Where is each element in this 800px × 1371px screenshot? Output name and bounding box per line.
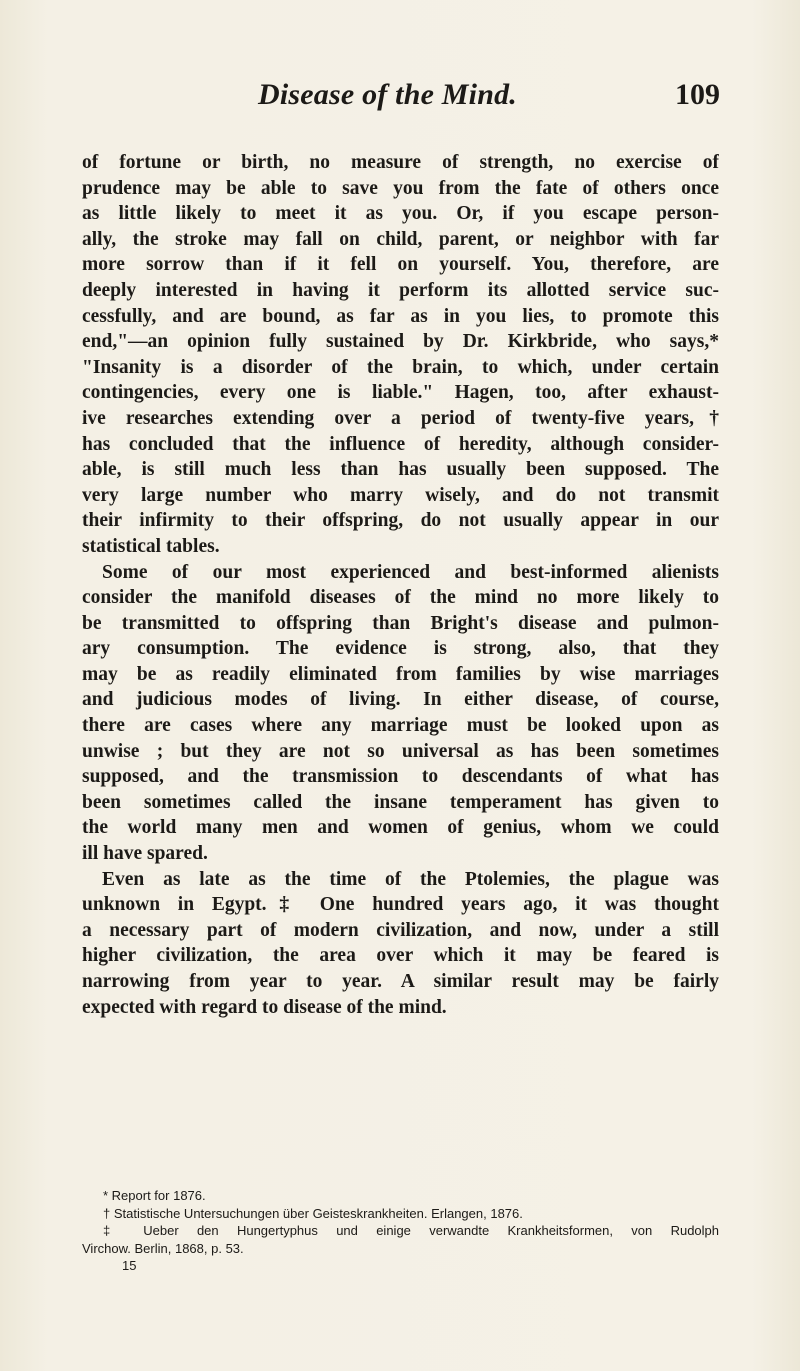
text-line: deeply interested in having it perform its allotted service suc- <box>82 279 719 301</box>
text-line: a necessary part of modern civilization, and now, under a still <box>82 919 719 941</box>
text-line: their infirmity to their offspring, do not usually appear in our <box>82 510 719 532</box>
footnotes <box>82 1187 719 1275</box>
text-line: of fortune or birth, no measure of strength, no exercise of <box>82 152 719 173</box>
text-line: prudence may be able to save you from the fate of others once <box>82 177 719 199</box>
text-line: consider the manifold diseases of the mind no more likely to <box>82 587 719 609</box>
text-line: unknown in Egypt.‡ One hundred years ago, it was thought <box>82 894 719 916</box>
text-line: there are cases where any marriage must be looked upon as <box>82 715 719 737</box>
text-line: ill have spared. <box>82 843 208 865</box>
footnote-3-continued: Virchow. Berlin, 1868, p. 53. <box>82 1240 244 1256</box>
text-line: ally, the stroke may fall on child, parent, or neighbor with far <box>82 228 719 250</box>
text-line: expected with regard to disease of the mind. <box>82 996 447 1018</box>
paragraph-start-line: Some of our most experienced and best-informed alienists <box>102 561 719 583</box>
text-line: ive researches extending over a period of twenty-five years,† <box>82 407 719 429</box>
text-line: has concluded that the influence of heredity, although consider- <box>82 433 719 455</box>
text-line: be transmitted to offspring than Bright's disease and pulmon- <box>82 612 719 634</box>
footnote-1: * Report for 1876. <box>103 1188 206 1203</box>
text-line: very large number who marry wisely, and do not transmit <box>82 484 719 506</box>
signature-mark: 15 <box>122 1258 137 1273</box>
text-line: statistical tables. <box>82 535 220 557</box>
text-line: able, is still much less than has usually been supposed. The <box>82 459 719 481</box>
text-line: unwise ; but they are not so universal as has been sometimes <box>82 740 719 762</box>
page-number: 109 <box>675 78 720 111</box>
paragraph-start-line: Even as late as the time of the Ptolemies, the plague was <box>102 868 719 890</box>
text-line: end,"—an opinion fully sustained by Dr. Kirkbride, who says,* <box>82 331 719 353</box>
text-line: narrowing from year to year. A similar result may be fairly <box>82 971 719 992</box>
text-line: may be as readily eliminated from families by wise marriages <box>82 663 719 685</box>
text-line: been sometimes called the insane temperament has given to <box>82 791 719 813</box>
text-line: cessfully, and are bound, as far as in you lies, to promote this <box>82 305 719 327</box>
text-line: higher civilization, the area over which it may be feared is <box>82 945 719 967</box>
text-line: as little likely to meet it as you. Or, if you escape person- <box>82 203 719 225</box>
text-line: "Insanity is a disorder of the brain, to which, under certain <box>82 356 719 378</box>
text-line: more sorrow than if it fell on yourself. You, therefore, are <box>82 254 719 276</box>
footnote-3: ‡ Ueber den Hungertyphus und einige verwandte Krankheitsformen, von Rudolph <box>103 1223 719 1238</box>
running-title: Disease of the Mind. <box>258 78 517 111</box>
text-line: and judicious modes of living. In either disease, of course, <box>82 689 719 711</box>
text-line: supposed, and the transmission to descendants of what has <box>82 766 719 788</box>
text-line: ary consumption. The evidence is strong, also, that they <box>82 638 719 660</box>
footnote-2: † Statistische Untersuchungen über Geisteskrankheiten. Erlangen, 1876. <box>103 1205 523 1221</box>
text-line: contingencies, every one is liable." Hagen, too, after exhaust- <box>82 382 719 404</box>
running-head <box>258 78 720 118</box>
body-text <box>82 150 719 1020</box>
text-line: the world many men and women of genius, whom we could <box>82 817 719 839</box>
